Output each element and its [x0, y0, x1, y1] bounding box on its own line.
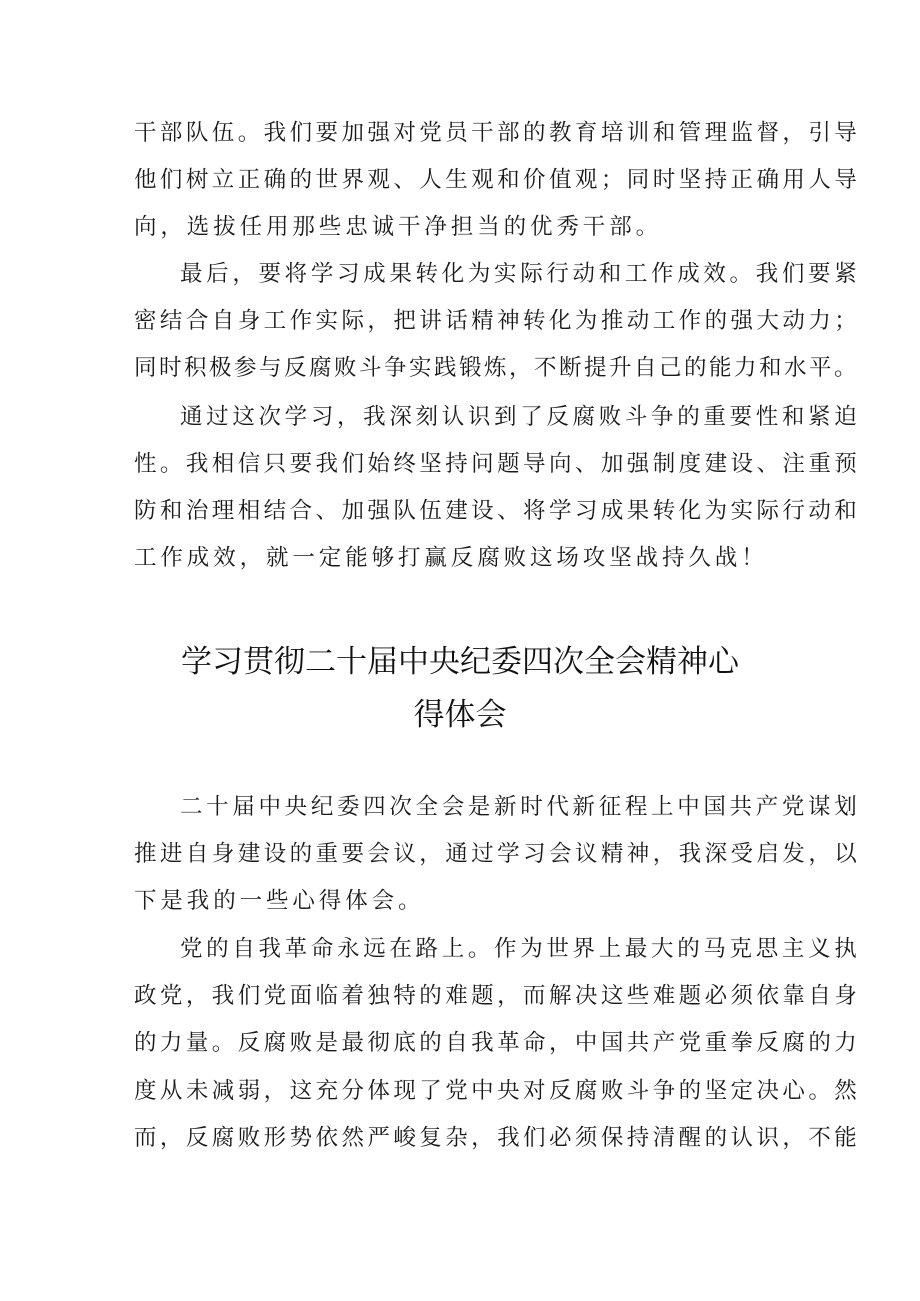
text-line: 最后，要将学习成果转化为实际行动和工作成效。我们要紧 — [180, 261, 861, 287]
text-line: 下是我的一些心得体会。 — [134, 888, 425, 914]
text-line: 密结合自身工作实际，把讲话精神转化为推动工作的强大动力； — [134, 308, 861, 334]
text-line: 的力量。反腐败是最彻底的自我革命，中国共产党重拳反腐的力 — [134, 1030, 861, 1056]
text-line: 干部队伍。我们要加强对党员干部的教育培训和管理监督，引导 — [134, 120, 861, 146]
text-line: 向，选拔任用那些忠诚干净担当的优秀干部。 — [134, 214, 663, 240]
text-line: 推进自身建设的重要会议，通过学习会议精神，我深受启发，以 — [134, 841, 861, 867]
text-line: 同时积极参与反腐败斗争实践锻炼，不断提升自己的能力和水平。 — [134, 355, 860, 381]
text-line: 性。我相信只要我们始终坚持问题导向、加强制度建设、注重预 — [134, 451, 861, 477]
text-line: 度从未减弱，这充分体现了党中央对反腐败斗争的坚定决心。然 — [134, 1078, 861, 1104]
text-line: 防和治理相结合、加强队伍建设、将学习成果转化为实际行动和 — [134, 498, 861, 524]
text-line: 党的自我革命永远在路上。作为世界上最大的马克思主义执 — [180, 936, 861, 962]
text-line: 通过这次学习，我深刻认识到了反腐败斗争的重要性和紧迫 — [180, 404, 861, 430]
text-line: 而，反腐败形势依然严峻复杂，我们必须保持清醒的认识，不能 — [134, 1125, 861, 1151]
article-title-line: 得体会 — [413, 697, 507, 733]
text-line: 二十届中央纪委四次全会是新时代新征程上中国共产党谋划 — [180, 794, 861, 820]
text-line: 政党，我们党面临着独特的难题，而解决这些难题必须依靠自身 — [134, 983, 861, 1009]
text-line: 他们树立正确的世界观、人生观和价值观；同时坚持正确用人导 — [134, 167, 861, 193]
text-line: 工作成效，就一定能够打赢反腐败这场攻坚战持久战！ — [134, 545, 768, 571]
article-title-line: 学习贯彻二十届中央纪委四次全会精神心 — [181, 644, 739, 680]
